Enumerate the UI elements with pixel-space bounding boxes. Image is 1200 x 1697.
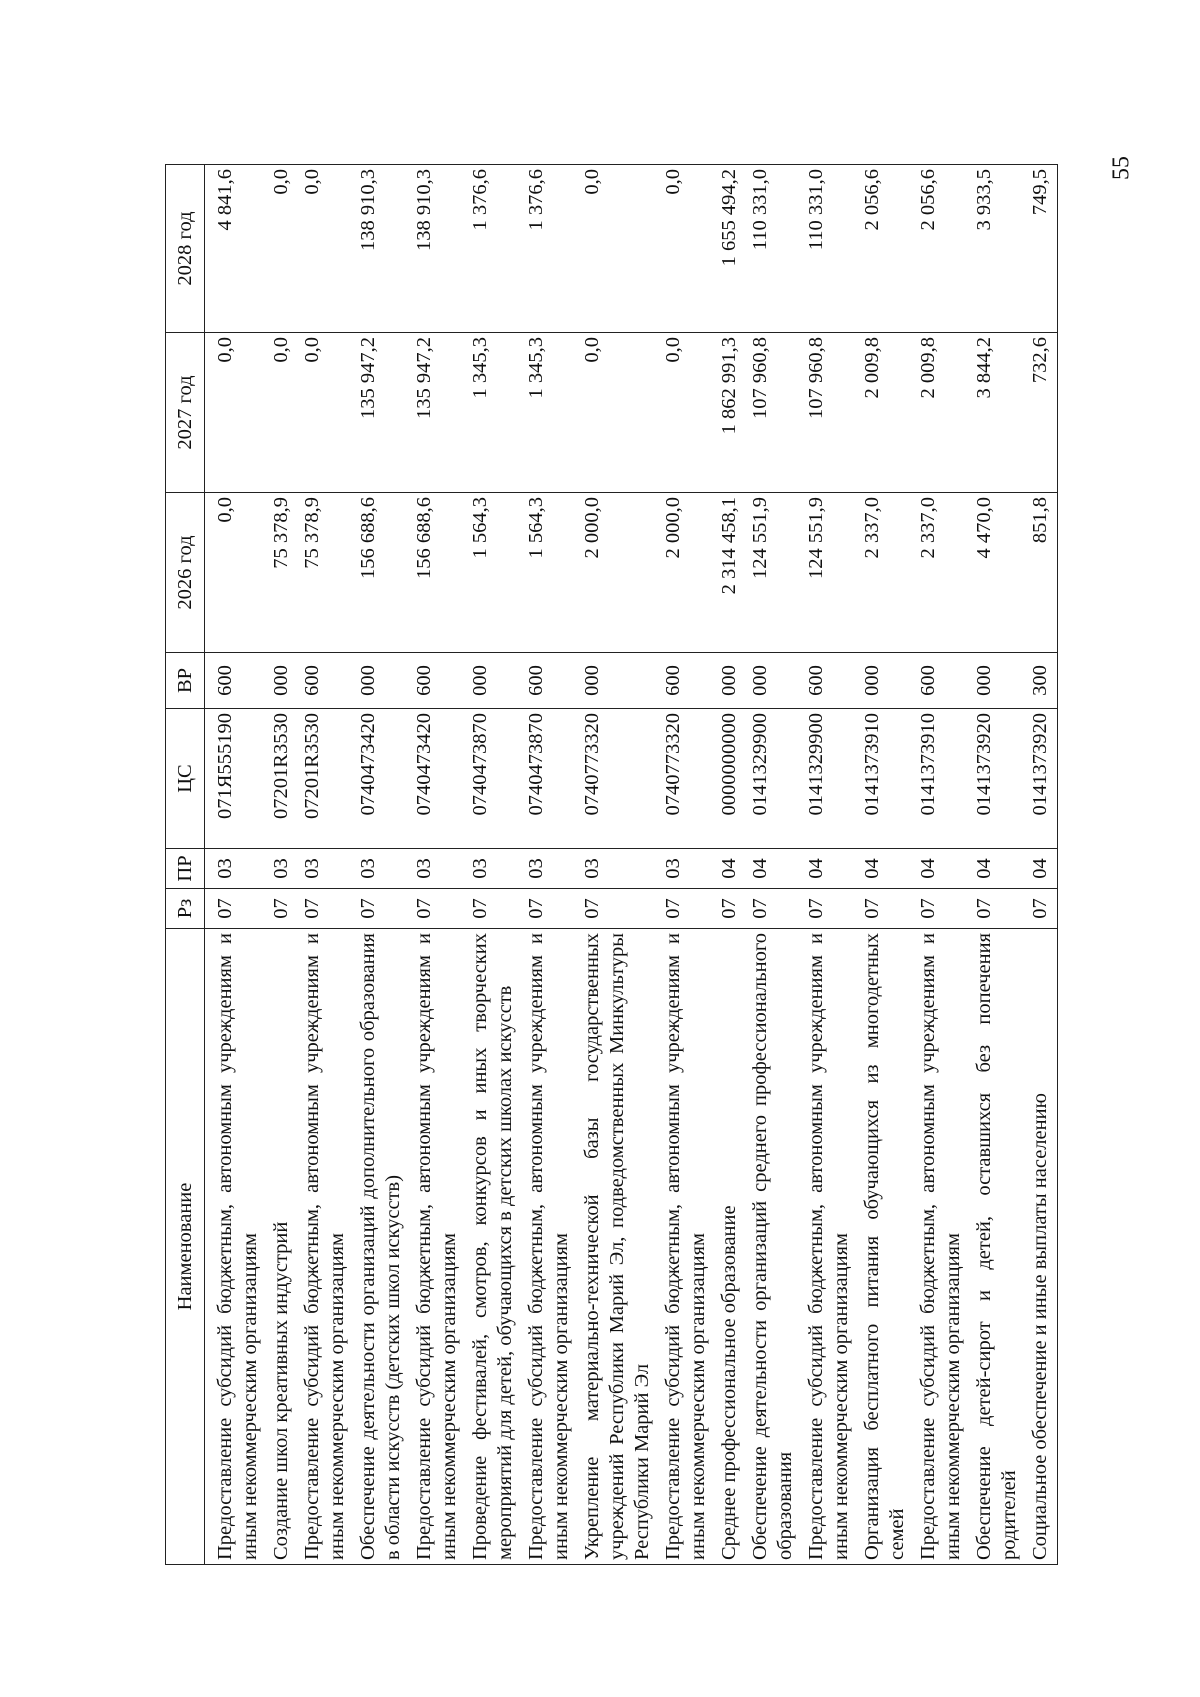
table-row	[970, 165, 1026, 1565]
row-rz: 07	[205, 889, 268, 929]
row-vr: 600	[522, 653, 578, 709]
row-rz: 07	[522, 889, 578, 929]
row-2028: 0,0	[267, 165, 298, 333]
table-row	[746, 165, 802, 1565]
row-vr: 000	[466, 653, 522, 709]
row-2028: 1 376,6	[522, 165, 578, 333]
row-name: Обеспечение деятельности организаций дополнительного образования в области искусств (детских школ искусств)	[354, 929, 410, 1565]
row-cs: 0740473870	[522, 709, 578, 849]
row-2028: 138 910,3	[410, 165, 466, 333]
page-number: 55	[1108, 156, 1135, 180]
row-cs: 07201R3530	[267, 709, 298, 849]
row-2027: 135 947,2	[354, 333, 410, 493]
row-2027: 3 844,2	[970, 333, 1026, 493]
header-pr: ПР	[166, 849, 205, 889]
row-vr: 000	[970, 653, 1026, 709]
table-row	[522, 165, 578, 1565]
row-2026: 156 688,6	[354, 493, 410, 653]
header-vr: ВР	[166, 653, 205, 709]
row-2027: 0,0	[578, 333, 659, 493]
budget-table	[165, 164, 1058, 1565]
row-cs: 0141373920	[1026, 709, 1058, 849]
row-name: Обеспечение деятельности организаций среднего профессионального образования	[746, 929, 802, 1565]
row-2026: 1 564,3	[466, 493, 522, 653]
row-pr: 04	[1026, 849, 1058, 889]
row-2026: 0,0	[205, 493, 268, 653]
row-2026: 75 378,9	[267, 493, 298, 653]
row-name: Предоставление субсидий бюджетным, автономным учреждениям и иным некоммерческим организациям	[522, 929, 578, 1565]
row-pr: 04	[715, 849, 746, 889]
row-2027: 2 009,8	[914, 333, 970, 493]
row-2027: 0,0	[267, 333, 298, 493]
row-2026: 2 337,0	[858, 493, 914, 653]
row-rz: 07	[578, 889, 659, 929]
row-vr: 600	[298, 653, 354, 709]
row-pr: 03	[298, 849, 354, 889]
row-2028: 0,0	[578, 165, 659, 333]
row-cs: 0740473870	[466, 709, 522, 849]
row-name: Организация бесплатного питания обучающихся из многодетных семей	[858, 929, 914, 1565]
row-vr: 600	[205, 653, 268, 709]
row-name: Проведение фестивалей, смотров, конкурсов и иных творческих мероприятий для детей, обучающихся в детских школах искусств	[466, 929, 522, 1565]
row-rz: 07	[298, 889, 354, 929]
row-vr: 600	[802, 653, 858, 709]
row-2026: 1 564,3	[522, 493, 578, 653]
table-row	[715, 165, 746, 1565]
row-cs: 0141329900	[746, 709, 802, 849]
row-vr: 600	[659, 653, 715, 709]
row-vr: 300	[1026, 653, 1058, 709]
row-name: Создание школ креативных индустрий	[267, 929, 298, 1565]
row-pr: 03	[205, 849, 268, 889]
row-rz: 07	[858, 889, 914, 929]
row-rz: 07	[659, 889, 715, 929]
row-2027: 0,0	[298, 333, 354, 493]
row-cs: 07201R3530	[298, 709, 354, 849]
row-2026: 2 000,0	[659, 493, 715, 653]
row-name: Среднее профессиональное образование	[715, 929, 746, 1565]
row-vr: 000	[267, 653, 298, 709]
table-row	[659, 165, 715, 1565]
row-2027: 1 862 991,3	[715, 333, 746, 493]
row-2028: 0,0	[298, 165, 354, 333]
row-rz: 07	[715, 889, 746, 929]
row-cs: 0000000000	[715, 709, 746, 849]
row-rz: 07	[914, 889, 970, 929]
row-2026: 2 314 458,1	[715, 493, 746, 653]
row-2028: 2 056,6	[858, 165, 914, 333]
row-cs: 071Я555190	[205, 709, 268, 849]
header-2026: 2026 год	[166, 493, 205, 653]
table-row	[466, 165, 522, 1565]
row-2027: 0,0	[205, 333, 268, 493]
row-cs: 0141373910	[914, 709, 970, 849]
row-2027: 732,6	[1026, 333, 1058, 493]
row-2026: 2 000,0	[578, 493, 659, 653]
table-row	[410, 165, 466, 1565]
row-name: Предоставление субсидий бюджетным, автономным учреждениям и иным некоммерческим организациям	[298, 929, 354, 1565]
row-rz: 07	[802, 889, 858, 929]
row-vr: 600	[914, 653, 970, 709]
row-2028: 749,5	[1026, 165, 1058, 333]
row-cs: 0740773320	[659, 709, 715, 849]
row-2027: 107 960,8	[802, 333, 858, 493]
row-rz: 07	[1026, 889, 1058, 929]
table-row	[858, 165, 914, 1565]
row-name: Обеспечение детей-сирот и детей, оставшихся без попечения родителей	[970, 929, 1026, 1565]
table-header-row	[166, 165, 205, 1565]
row-vr: 000	[354, 653, 410, 709]
row-pr: 03	[466, 849, 522, 889]
row-2026: 156 688,6	[410, 493, 466, 653]
row-vr: 000	[578, 653, 659, 709]
table-row	[1026, 165, 1058, 1565]
row-2026: 851,8	[1026, 493, 1058, 653]
row-2028: 4 841,6	[205, 165, 268, 333]
row-cs: 0740473420	[410, 709, 466, 849]
row-2028: 1 655 494,2	[715, 165, 746, 333]
row-name: Укрепление материально-технической базы государственных учреждений Республики Марий Эл, подведомственных Минкультуры Республики Марий Эл	[578, 929, 659, 1565]
row-vr: 600	[410, 653, 466, 709]
row-rz: 07	[410, 889, 466, 929]
row-vr: 000	[746, 653, 802, 709]
row-2028: 110 331,0	[802, 165, 858, 333]
row-pr: 04	[746, 849, 802, 889]
row-name: Предоставление субсидий бюджетным, автономным учреждениям и иным некоммерческим организациям	[914, 929, 970, 1565]
row-name: Социальное обеспечение и иные выплаты населению	[1026, 929, 1058, 1565]
table-row	[802, 165, 858, 1565]
row-rz: 07	[746, 889, 802, 929]
row-pr: 03	[410, 849, 466, 889]
row-rz: 07	[970, 889, 1026, 929]
row-2028: 138 910,3	[354, 165, 410, 333]
table-row	[298, 165, 354, 1565]
row-2028: 110 331,0	[746, 165, 802, 333]
row-vr: 000	[858, 653, 914, 709]
header-2027: 2027 год	[166, 333, 205, 493]
row-cs: 0141373910	[858, 709, 914, 849]
row-2026: 4 470,0	[970, 493, 1026, 653]
row-pr: 03	[267, 849, 298, 889]
rotated-page-content	[165, 165, 1185, 1565]
row-2028: 2 056,6	[914, 165, 970, 333]
row-name: Предоставление субсидий бюджетным, автономным учреждениям и иным некоммерческим организациям	[410, 929, 466, 1565]
row-2028: 3 933,5	[970, 165, 1026, 333]
row-pr: 04	[914, 849, 970, 889]
row-2027: 2 009,8	[858, 333, 914, 493]
table-row	[267, 165, 298, 1565]
table-row	[354, 165, 410, 1565]
header-name: Наименование	[166, 929, 205, 1565]
row-pr: 04	[858, 849, 914, 889]
row-name: Предоставление субсидий бюджетным, автономным учреждениям и иным некоммерческим организациям	[802, 929, 858, 1565]
header-cs: ЦС	[166, 709, 205, 849]
row-cs: 0141329900	[802, 709, 858, 849]
row-2026: 75 378,9	[298, 493, 354, 653]
row-2027: 1 345,3	[522, 333, 578, 493]
row-cs: 0141373920	[970, 709, 1026, 849]
header-rz: Рз	[166, 889, 205, 929]
row-pr: 04	[970, 849, 1026, 889]
row-2026: 124 551,9	[802, 493, 858, 653]
row-2026: 124 551,9	[746, 493, 802, 653]
row-pr: 03	[354, 849, 410, 889]
table-row	[914, 165, 970, 1565]
row-pr: 03	[659, 849, 715, 889]
row-pr: 03	[578, 849, 659, 889]
row-2026: 2 337,0	[914, 493, 970, 653]
row-rz: 07	[267, 889, 298, 929]
row-rz: 07	[354, 889, 410, 929]
row-2027: 1 345,3	[466, 333, 522, 493]
row-cs: 0740773320	[578, 709, 659, 849]
row-cs: 0740473420	[354, 709, 410, 849]
row-2028: 0,0	[659, 165, 715, 333]
row-name: Предоставление субсидий бюджетным, автономным учреждениям и иным некоммерческим организациям	[205, 929, 268, 1565]
table-row	[578, 165, 659, 1565]
row-rz: 07	[466, 889, 522, 929]
row-2028: 1 376,6	[466, 165, 522, 333]
row-pr: 03	[522, 849, 578, 889]
row-2027: 135 947,2	[410, 333, 466, 493]
header-2028: 2028 год	[166, 165, 205, 333]
table-row	[205, 165, 268, 1565]
row-name: Предоставление субсидий бюджетным, автономным учреждениям и иным некоммерческим организациям	[659, 929, 715, 1565]
row-2027: 0,0	[659, 333, 715, 493]
row-vr: 000	[715, 653, 746, 709]
row-pr: 04	[802, 849, 858, 889]
row-2027: 107 960,8	[746, 333, 802, 493]
